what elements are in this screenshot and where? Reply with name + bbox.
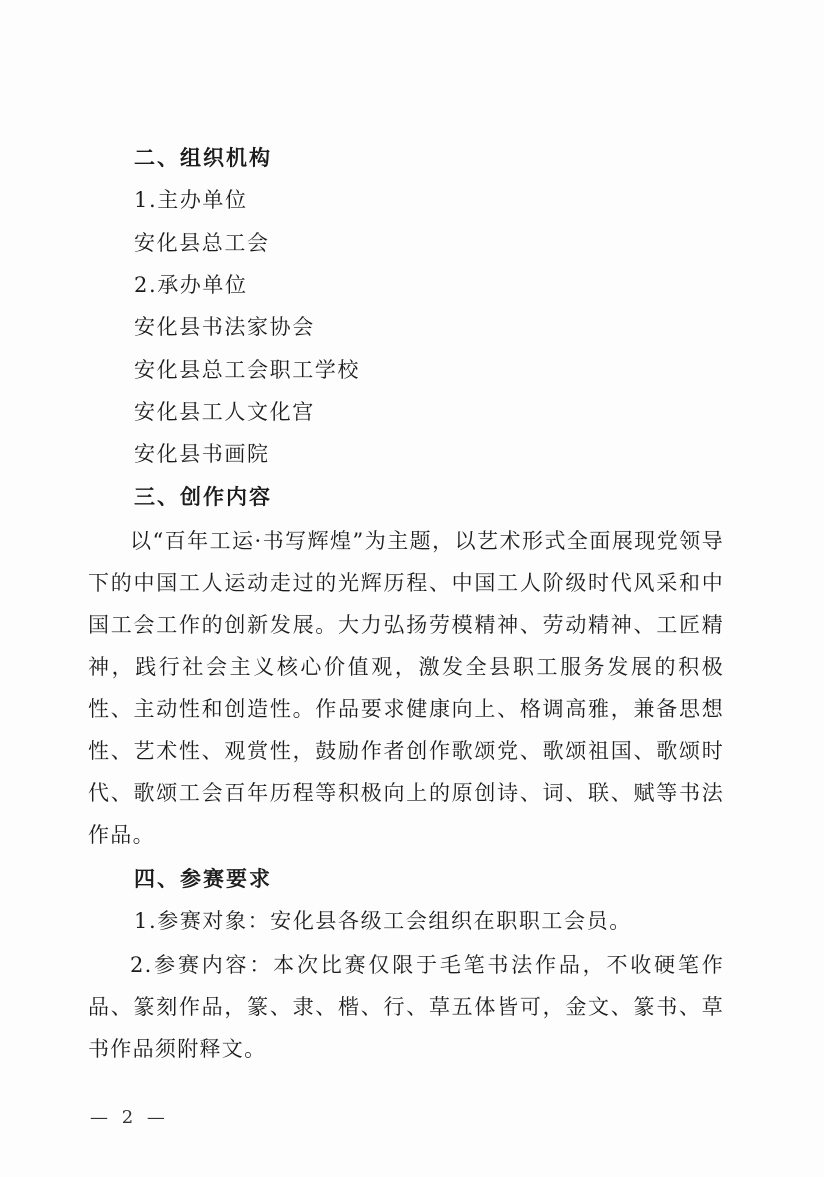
organizer-unit-name: 安化县总工会职工学校 [134,358,360,382]
organizer-unit-label: 2.承办单位 [134,273,248,297]
organizer-unit-name: 安化县书法家协会 [134,315,315,339]
requirement-item-participants: 1.参赛对象：安化县各级工会组织在职职工会员。 [134,909,632,933]
section-heading-organization: 二、组织机构 [134,146,272,170]
page-number: — 2 — [90,1107,169,1128]
section-heading-content: 三、创作内容 [134,485,272,509]
host-unit-label: 1.主办单位 [134,188,248,212]
content-paragraph: 以“百年工运·书写辉煌”为主题，以艺术形式全面展现党领导下的中国工人运动走过的光辉历程、中国工人阶级时代风采和中国工会工作的创新发展。大力弘扬劳模精神、劳动精神、工匠精神，践行社会主义核心价值观，激发全县职工服务发展的积极性、主动性和创造性。作品要求健康向上、格调高雅，兼备思想性、艺术性、观赏性，鼓励作者创作歌颂党、歌颂祖国、歌颂时代、歌颂工会百年历程等积极向上的原创诗、词、联、赋等书法作品。 [88,529,724,847]
requirement-item-content: 2.参赛内容：本次比赛仅限于毛笔书法作品，不收硬笔作品、篆刻作品，篆、隶、楷、行、草五体皆可，金文、篆书、草书作品须附释文。 [88,953,724,1061]
organizer-unit-name: 安化县工人文化宫 [134,400,315,424]
host-unit-name: 安化县总工会 [134,231,270,255]
organizer-unit-name: 安化县书画院 [134,442,270,466]
section-heading-requirements: 四、参赛要求 [134,867,272,891]
